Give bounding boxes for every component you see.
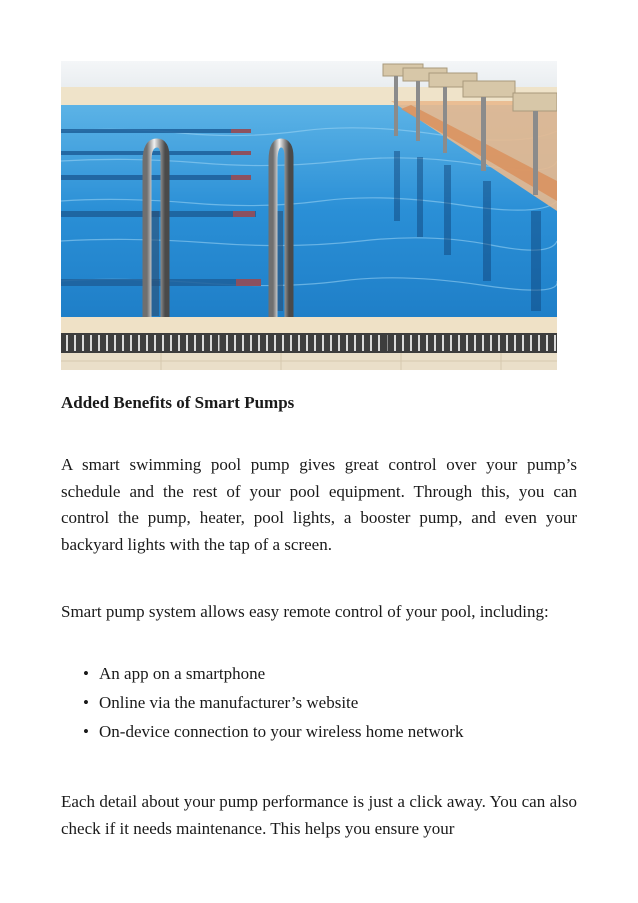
list-item [61,717,463,746]
paragraph-intro: A smart swimming pool pump gives great control over your pump’s schedule and the rest of your pool equipment. Through this, you can control the pump, heater, pool lights, a booster pump, and even your backyard lights with the tap of a screen. [61,455,577,554]
list-item-text: Online via the manufacturer’s website [99,693,359,712]
list-item [61,688,463,717]
bullet-icon: • [83,664,89,683]
section-heading: Added Benefits of Smart Pumps [61,393,295,412]
list-item-text: An app on a smartphone [99,664,266,683]
bullet-icon: • [83,722,89,741]
paragraph-performance: Each detail about your pump performance is just a click away. You can also check if it needs maintenance. This helps you ensure your [61,792,577,838]
list-item-text: On-device connection to your wireless home network [99,722,464,741]
bullet-icon: • [83,693,89,712]
remote-control-list [61,659,463,746]
list-item [61,659,463,688]
paragraph-remote-control: Smart pump system allows easy remote control of your pool, including: [61,602,549,621]
pool-photo [61,61,557,370]
